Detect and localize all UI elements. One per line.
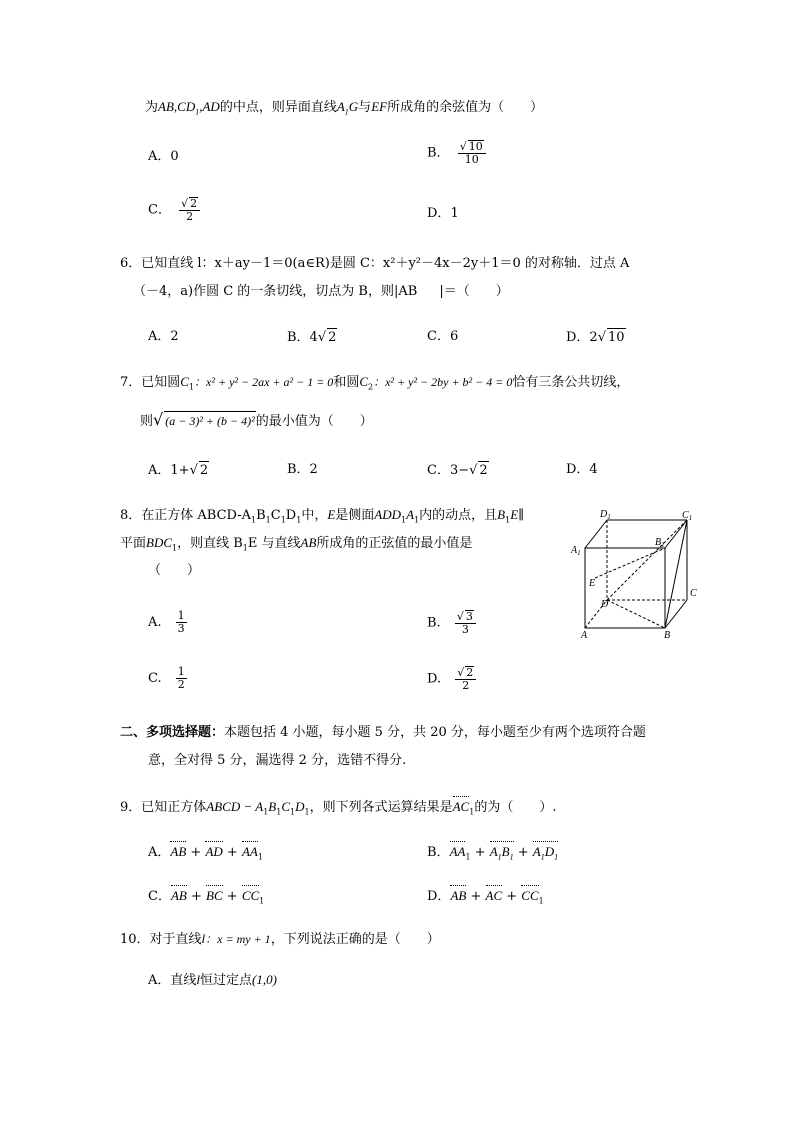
q8-option-c: C. $\frac{1}{2}$ xyxy=(148,665,185,691)
q10-stem: 10．对于直线l：x = my + 1，下列说法正确的是（ ） xyxy=(120,931,440,947)
q7-option-c: C．3−√ 2 xyxy=(427,463,488,478)
q8-option-d: D. $\frac{√ 2}{2}$ xyxy=(427,666,476,692)
q6-line1: 6．已知直线 l：x＋ay－1＝0(a∈R)是圆 C：x²＋y²－4x－2y＋1＝0 的对称轴．过点 A xyxy=(120,256,630,271)
label-c: C xyxy=(690,588,697,599)
label-d1: $D_1$ xyxy=(600,509,611,521)
q10-option-a: A．直线l恒过定点(1,0) xyxy=(148,972,277,988)
q9-option-c: C．AB + BC + $CC_1$ xyxy=(148,888,265,906)
diag-c1-b xyxy=(665,520,687,628)
q8-d-fraction: $\frac{√ 2}{2}$ xyxy=(455,666,476,692)
q6-option-a: A．2 xyxy=(148,329,179,344)
label-b: B xyxy=(664,630,671,641)
q5-stem: 为$AB,CD_1,AD$的中点，则异面直线$A_1G$与EF所成角的余弦值为（ ） xyxy=(145,99,544,117)
q8-option-b: B. $\frac{√ 3}{3}$ xyxy=(427,610,476,636)
q9-option-d: D．AB + AC + $CC_1$ xyxy=(427,888,544,906)
q5-b-fraction: $\frac{√ 10}{10}$ xyxy=(458,140,486,166)
q5-c-fraction: $\frac{√ 2}{2}$ xyxy=(179,197,200,223)
q6-option-b: B．4√ 2 xyxy=(287,330,337,345)
label-a: A xyxy=(581,630,588,641)
edge-a1-d1 xyxy=(585,520,607,548)
q8-line2: 平面$BDC_1$，则直线 $B_1E$ 与直线AB所成角的正弦值的最小值是 xyxy=(120,535,473,553)
q5-option-c: C． $\frac{√ 2}{2}$ xyxy=(148,197,200,223)
q8-line1: 8．在正方体 ABCD-$A_1B_1C_1D_1$中，E是侧面$ADD_1A_1$内的动点，且$B_1E\parallel$ xyxy=(120,507,525,525)
q8-line3: （ ） xyxy=(148,563,201,578)
hidden-d-c1 xyxy=(607,520,687,600)
q5-option-d: D．1 xyxy=(427,206,459,221)
label-d: D xyxy=(601,599,609,610)
label-a1: $A_1$ xyxy=(571,545,581,557)
cube-front-face xyxy=(585,548,665,628)
section-2-line2: 意，全对得 5 分，漏选得 2 分，选错不得分. xyxy=(148,753,407,768)
q7-line1: 7．已知圆$C_1$：x² + y² − 2ax + a² − 1 = 0和圆$C_2$：x² + y² − 2by + b² − 4 = 0恰有三条公共切线， xyxy=(120,374,630,392)
hidden-d-b xyxy=(607,600,665,628)
q7-line2: 则√ (a − 3)² + (b − 4)²的最小值为（ ） xyxy=(140,410,373,429)
q9-option-a: A．AB + AD + $AA_1$ xyxy=(148,844,263,862)
cube-figure xyxy=(570,508,700,643)
q8-a-fraction: $\frac{1}{3}$ xyxy=(177,609,185,635)
q8-c-fraction: $\frac{1}{2}$ xyxy=(177,665,185,691)
q6-option-d: D．2√ 10 xyxy=(566,330,625,345)
q6-option-c: C．6 xyxy=(427,329,459,344)
label-b1: $B_1$ xyxy=(655,537,665,549)
q7-option-d: D．4 xyxy=(566,462,598,477)
q7-option-a: A．1+√ 2 xyxy=(148,463,209,478)
q5-option-b: B． $\frac{√ 10}{10}$ xyxy=(427,140,486,166)
label-c1: $C_1$ xyxy=(682,510,693,522)
q9-option-b: B．$AA_1 + A_1B_1 + A_1D_1$ xyxy=(427,843,558,867)
q7-option-b: B．2 xyxy=(287,462,318,477)
q5-option-a: A．0 xyxy=(148,149,179,164)
section-2-header: 二、多项选择题：本题包括 4 小题，每小题 5 分，共 20 分，每小题至少有两个选项符合题 xyxy=(120,725,646,740)
q8-option-a: A. $\frac{1}{3}$ xyxy=(148,609,185,635)
label-e: E xyxy=(589,578,596,589)
q6-line2: （－4，a)作圆 C 的一条切线，切点为 B，则|AB |＝（ ） xyxy=(133,284,509,299)
q9-stem: 9．已知正方体ABCD − $A_1B_1C_1D_1$，则下列各式运算结果是$AC_1$的为（ ）. xyxy=(120,799,557,817)
q8-b-fraction: $\frac{√ 3}{3}$ xyxy=(455,610,476,636)
